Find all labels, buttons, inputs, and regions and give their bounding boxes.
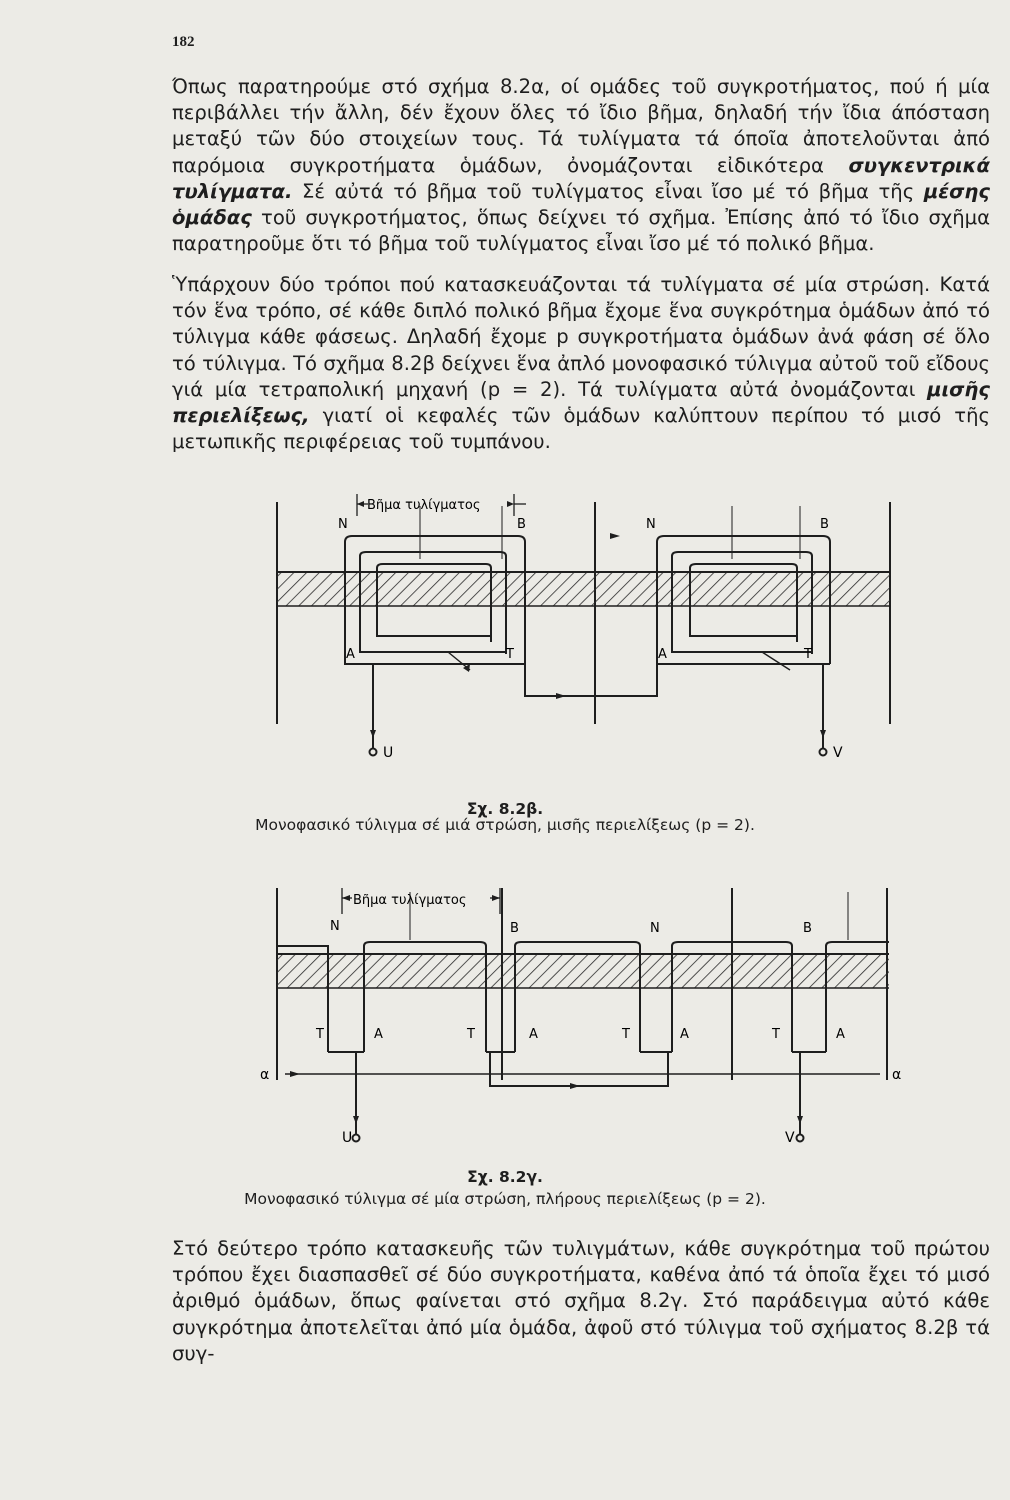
fig-b-terminal-v: V [833, 745, 843, 761]
fig-c-label-8: A [836, 1027, 845, 1042]
fig-c-pole-b2: B [803, 921, 812, 936]
fig-c-label-6: A [680, 1027, 689, 1042]
fig-c-label-3: T [467, 1027, 475, 1042]
emphasis-middle-group: μέσης ὁμάδας [172, 179, 990, 230]
fig-b-pole-n1: N [338, 517, 348, 532]
fig-c-pole-n2: N [650, 921, 660, 936]
emphasis-concentric-windings: συγκεντρικά τυλίγματα. [172, 153, 990, 203]
fig-c-label-4: A [529, 1027, 538, 1042]
fig-c-terminal-v: V [785, 1130, 795, 1146]
emphasis-half-coiled: μισῆς περιελίξεως, [172, 377, 990, 428]
page-number: 182 [172, 34, 195, 50]
fig-b-label-a1: A [346, 647, 355, 662]
fig-c-pole-n1: N [330, 919, 340, 934]
fig-b-label-t2: T [804, 647, 812, 662]
fig-b-pole-b2: B [820, 517, 829, 532]
figure-8-2c-caption: Μονοφασικό τύλιγμα σέ μία στρώση, πλήρους περιελίξεως (p = 2). [244, 1190, 766, 1208]
paragraph-2: Ὑπάρχουν δύο τρόποι πού κατασκευάζονται τά τυλίγματα σέ μία στρώση. Κατά τόν ἕνα τρόπο, σέ κάθε διπλό πολικό βῆμα ἔχομε ἕνα συγκρότημα ὁμάδων ἀπό τό τύλιγμα κάθε φάσεως. Δηλαδή ἔχομε p συγκροτήματα ὁμάδων ἀνά φάση σέ ὅλο τό τύλιγμα. Τό σχῆμα 8.2β δείχνει ἕνα ἀπλό μονοφασικό τύλιγμα αὐτοῦ τοῦ εἴδους γιά μία τετραπολική μηχανή (p = 2). Τά τυλίγματα αὐτά ὀνομάζονται μισῆς περιελίξεως, γιατί οἱ κεφαλές τῶν ὁμάδων καλύπτουν περίπου τό μισό τῆς μετωπικῆς περιφέρειας τοῦ τυμπάνου. [172, 273, 990, 454]
fig-c-side-label-right: α [892, 1067, 902, 1083]
fig-b-step-label: Βῆμα τυλίγματος [367, 498, 481, 513]
figure-8-2b-caption: Μονοφασικό τύλιγμα σέ μιά στρώση, μισῆς περιελίξεως (p = 2). [255, 816, 755, 834]
fig-b-pole-n2: N [646, 517, 656, 532]
fig-c-step-label: Βῆμα τυλίγματος [353, 893, 467, 908]
fig-c-terminal-u: U [342, 1130, 353, 1146]
figure-8-2b-number: Σχ. 8.2β. [466, 800, 544, 818]
paragraph-3: Στό δεύτερο τρόπο κατασκευῆς τῶν τυλιγμάτων, κάθε συγκρότημα τοῦ πρώτου τρόπου ἔχει διασπασθεῖ σέ δύο συγκροτήματα, καθένα ἀπό τά ὁποῖα ἔχει τό μισό ἀριθμό ὁμάδων, ὅπως φαίνεται στό σχῆμα 8.2γ. Στό παράδειγμα αὐτό κάθε συγκρότημα ἀποτελεῖται ἀπό μία ὁμάδα, ἀφοῦ στό τύλιγμα τοῦ σχήματος 8.2β τά συγ- [172, 1237, 990, 1365]
fig-b-pole-b1: B [517, 517, 526, 532]
fig-c-label-1: T [316, 1027, 324, 1042]
fig-c-label-7: T [772, 1027, 780, 1042]
fig-c-label-2: A [374, 1027, 383, 1042]
paragraph-1: Όπως παρατηρούμε στό σχήμα 8.2α, οί ομάδες τοῦ συγκροτήματος, πού ή μία περιβάλλει τήν ἄλλη, δέν ἔχουν ὅλες τό ἴδιο βῆμα, δηλαδή τήν ἴδια άπόσταση μεταξύ τῶν δύο στοιχείων τους. Τά τυλίγματα τά όποῖα ἀποτελοῦνται ἀπό παρόμοια συγκροτήματα ὁμάδων, ὀνομάζονται εἰδικότερα συγκεντρικά τυλίγματα. Σέ αὐτά τό βῆμα τοῦ τυλίγματος εἶναι ἴσο μέ τό βῆμα τῆς μέσης ὁμάδας τοῦ συγκροτήματος, ὅπως δείχνει τό σχῆμα. Ἐπίσης ἀπό τό ἴδιο σχῆμα παρατηροῦμε ὅτι τό βῆμα τοῦ τυλίγματος εἶναι ἴσο μέ τό πολικό βῆμα. [172, 75, 990, 256]
figure-8-2c-number: Σχ. 8.2γ. [467, 1168, 543, 1186]
fig-b-label-t1: T [506, 647, 514, 662]
fig-b-label-a2: A [658, 647, 667, 662]
fig-c-pole-b1: B [510, 921, 519, 936]
fig-c-side-label-left: α [260, 1067, 270, 1083]
fig-c-label-5: T [622, 1027, 630, 1042]
figure-8-2c [0, 880, 1010, 1170]
fig-b-terminal-u: U [383, 745, 394, 761]
figure-8-2b [0, 484, 1010, 784]
